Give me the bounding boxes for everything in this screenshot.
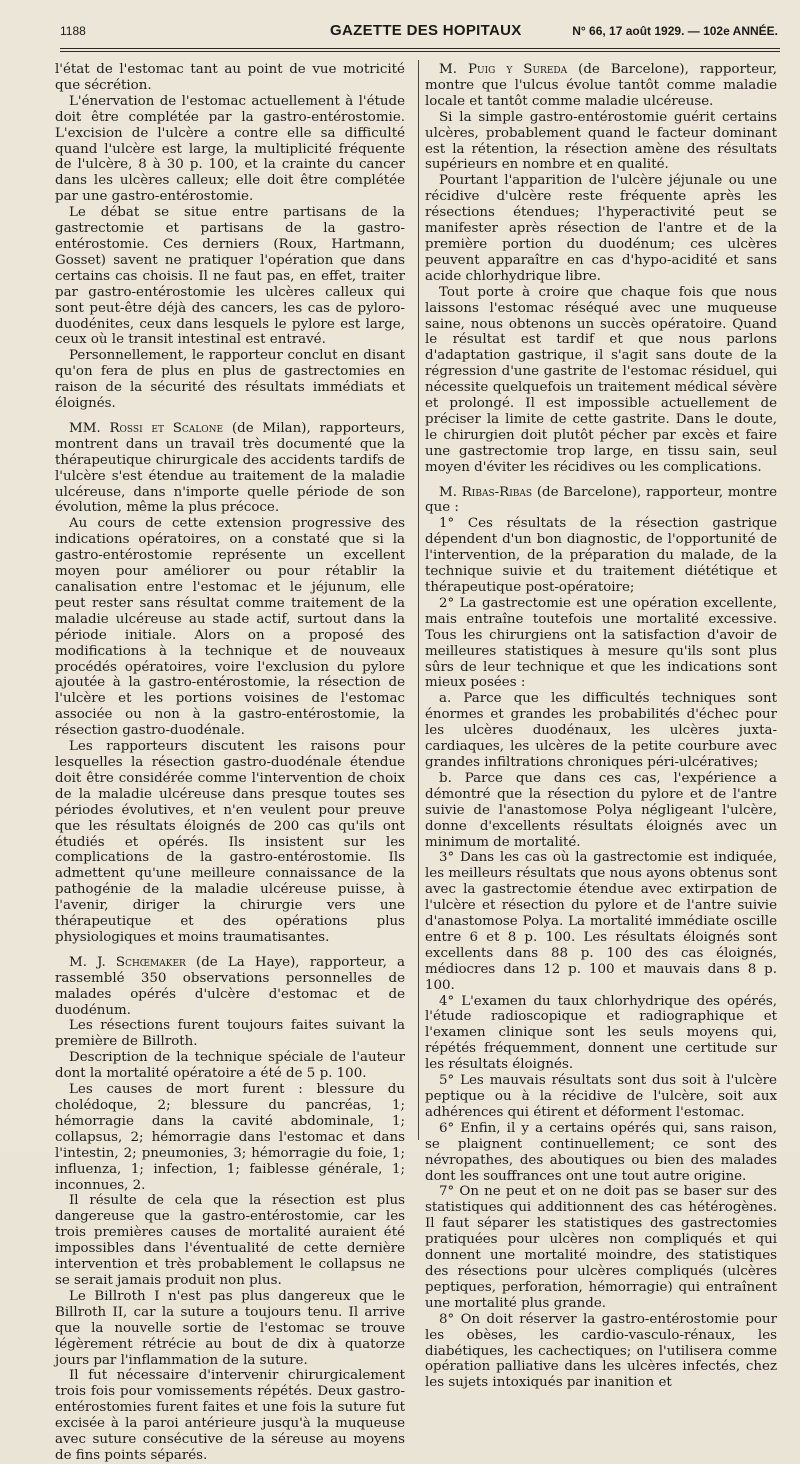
author-names: MM. Rossi et Scalone	[69, 420, 224, 436]
paragraph: Il fut nécessaire d'intervenir chirurgicalement trois fois pour vomissements répétés. Deux gastro-entérostomies furent faites et une fois la suture fut excisée à la paroi antérieure jusqu'à la muqueuse avec suture consécutive de la séreuse au moyens de fins points séparés.	[55, 1368, 405, 1463]
left-column	[55, 62, 405, 1464]
column-divider	[418, 60, 419, 1140]
list-item: 2° La gastrectomie est une opération excellente, mais entraîne toutefois une mortalité excessive. Tous les chirurgiens ont la satisfaction d'avoir de meilleures statistiques à mesure qu'ils sont plus sûrs de leur technique et que les indications sont mieux posées :	[425, 595, 777, 691]
list-item: 5° Les mauvais résultats sont dus soit à l'ulcère peptique ou à la récidive de l'ulcère, soit aux adhérences qui étirent et déforment l'estomac.	[425, 1073, 777, 1120]
list-item: 6° Enfin, il y a certains opérés qui, sans raison, se plaignent continuellement; ce sont des névropathes, des aboutiques ou bien des malades dont les souffrances ont une tout autre origine.	[425, 1120, 777, 1184]
paragraph-text: (de Barcelone), rapporteur, montre que :	[425, 484, 777, 516]
list-item: 7° On ne peut et on ne doit pas se baser sur des statistiques qui additionnent des cas hétérogènes. Il faut séparer les statistiques des gastrectomies pratiquées pour ulcères non compliqués et qui donnent une mortalité moindre, des statistiques des résections pour ulcères compliqués (ulcères peptiques, perforation, hémorragie) qui entraînent une mortalité plus grande.	[425, 1184, 777, 1311]
author-names: M. Ribas-Ribas	[439, 484, 533, 500]
paragraph: Personnellement, le rapporteur conclut en disant qu'on fera de plus en plus de gastrectomies en raison de la sécurité des résultats immédiats et éloignés.	[55, 348, 405, 412]
paragraph: Tout porte à croire que chaque fois que nous laissons l'estomac réséqué avec une muqueuse saine, nous obtenons un succès opératoire. Quand le résultat est tardif et que nous parlons d'adaptation gastrique, il s'agit sans doute de la régression d'une gastrite de l'estomac résiduel, qui nécessite quelquefois un traitement médical sévère et prolongé. Il est impossible actuellement de préciser la limite de cette gastrite. Dans le doute, le chirurgien doit plutôt pécher par excès et faire une gastrectomie trop large, en tissu sain, seul moyen d'éviter les récidives ou les complications.	[425, 284, 777, 475]
author-names: M. J. Schœmaker	[69, 954, 186, 970]
header-rule-bottom	[60, 51, 780, 52]
paragraph: Le Billroth I n'est pas plus dangereux que le Billroth II, car la suture a toujours tenu. Il arrive que la nouvelle sortie de l'estomac se trouve légèrement rétrécie au bout de dix à quatorze jours par l'inflammation de la suture.	[55, 1288, 405, 1368]
issue-info: N° 66, 17 août 1929. — 102e ANNÉE.	[572, 24, 778, 38]
paragraph-text: (de La Haye), rapporteur, a rassemblé 350 observations personnelles de malades opérés d'ulcère d'estomac et de duodénum.	[55, 954, 405, 1018]
paragraph-text: (de Barcelone), rapporteur, montre que l'ulcus évolue tantôt comme maladie locale et tantôt comme maladie ulcéreuse.	[425, 62, 777, 109]
list-item: 1° Ces résultats de la résection gastrique dépendent d'un bon diagnostic, de l'opportunité de l'intervention, de la préparation du malade, de la technique suivie et du traitement diététique et thérapeutique post-opératoire;	[425, 516, 777, 595]
paragraph-text: (de Milan), rapporteurs, montrent dans un travail très documenté que la thérapeutique chirurgicale des accidents tardifs de l'ulcère s'est étendue au traitement de la maladie ulcéreuse, dans n'importe quelle période de son évolution, même la plus précoce.	[55, 420, 405, 516]
paragraph: Les résections furent toujours faites suivant la première de Billroth.	[55, 1018, 405, 1050]
paragraph: Pourtant l'apparition de l'ulcère jéjunale ou une récidive d'ulcère reste fréquente après les résections étendues; l'hyperactivité peut se manifester après résection de l'antre et de la première portion du duodénum; ces ulcères peuvent apparaître en cas d'hypo-acidité et sans acide chlorhydrique libre.	[425, 173, 777, 284]
list-item: b. Parce que dans ces cas, l'expérience a démontré que la résection du pylore et de l'antre suivie de l'anastomose Polya négligeant l'ulcère, donne d'excellents résultats éloignés avec un minimum de mortalité.	[425, 770, 777, 850]
paragraph: Les rapporteurs discutent les raisons pour lesquelles la résection gastro-duodénale étendue doit être considérée comme l'intervention de choix de la maladie ulcéreuse dans presque toutes ses périodes évolutives, et n'en veulent pour preuve que les résultats éloignés de 200 cas qu'ils ont étudiés et opérés. Ils insistent sur les complications de la gastro-entérostomie. Ils admettent qu'une meilleure connaissance de la pathogénie de la maladie ulcéreuse puisse, à l'avenir, diriger la chirurgie vers une thérapeutique et des opérations plus physiologiques et moins traumatisantes.	[55, 739, 405, 945]
paragraph: Au cours de cette extension progressive des indications opératoires, on a constaté que si la gastro-entérostomie représente un excellent moyen pour améliorer ou pour rétablir la canalisation entre l'estomac et le jéjunum, elle peut rester sans résultat comme traitement de la maladie ulcéreuse au stade actif, surtout dans la période initiale. Alors on a proposé des modifications à la technique et de nouveaux procédés opératoires, voire l'exclusion du pylore ajoutée à la gastro-entérostomie, la résection de l'ulcère et les portions voisines de l'estomac associée ou non à la gastro-entérostomie, la résection gastro-duodénale.	[55, 516, 405, 739]
page-number: 1188	[60, 24, 86, 38]
paragraph-ribas-ribas	[425, 485, 777, 517]
list-item: a. Parce que les difficultés techniques sont énormes et grandes les probabilités d'échec pour les ulcères duodénaux, les ulcères juxta-cardiaques, les ulcères de la petite courbure avec grandes infiltrations chroniques péri-ulcératives;	[425, 691, 777, 770]
paragraph: Il résulte de cela que la résection est plus dangereuse que la gastro-entérostomie, car les trois premières causes de mortalité auraient été impossibles dans l'éventualité de cette dernière intervention et très probablement le collapsus ne se serait jamais produit non plus.	[55, 1193, 405, 1288]
author-names: M. Puig y Sureda	[439, 62, 568, 77]
list-item: 3° Dans les cas où la gastrectomie est indiquée, les meilleurs résultats que nous ayons obtenus sont avec la gastrectomie étendue avec extirpation de l'ulcère et résection du pylore et de l'antre suivie d'anastomose Polya. La mortalité immédiate oscille entre 6 et 8 p. 100. Les résultats éloignés sont excellents dans 88 p. 100 des cas éloignés, médiocres dans 12 p. 100 et mauvais dans 8 p. 100.	[425, 850, 777, 993]
header-rule-top	[60, 48, 780, 49]
list-item: 4° L'examen du taux chlorhydrique des opérés, l'étude radioscopique et radiographique et l'examen clinique sont les seuls moyens qui, répétés fréquemment, donnent une certitude sur les résultats éloignés.	[425, 993, 777, 1073]
paragraph-schoemaker	[55, 955, 405, 1019]
paragraph: Description de la technique spéciale de l'auteur dont la mortalité opératoire a été de 5 p. 100.	[55, 1050, 405, 1082]
paragraph: Le débat se situe entre partisans de la gastrectomie et partisans de la gastro-entérostomie. Ces derniers (Roux, Hartmann, Gosset) savent ne pratiquer l'opération que dans certains cas choisis. Il ne faut pas, en effet, traiter par gastro-entérostomie les ulcères calleux qui sont peut-être déjà des cancers, les cas de pyloro-duodénites, ceux dans lesquels le pylore est large, ceux où le transit intestinal est entravé.	[55, 205, 405, 348]
list-item: 8° On doit réserver la gastro-entérostomie pour les obèses, les cardio-vasculo-rénaux, les diabétiques, les cachectiques; on l'utilisera comme opération palliative dans les ulcères infectés, chez les sujets intoxiqués par inanition et	[425, 1311, 777, 1391]
paragraph-rossi-scalone	[55, 421, 405, 516]
paragraph: Si la simple gastro-entérostomie guérit certains ulcères, probablement quand le facteur dominant est la rétention, la résection amène des résultats supérieurs en nombre et en qualité.	[425, 109, 777, 173]
paragraph: l'état de l'estomac tant au point de vue motricité que sécrétion.	[55, 62, 405, 93]
journal-title: GAZETTE DES HOPITAUX	[330, 22, 522, 39]
paragraph-puig-y-sureda	[425, 62, 777, 110]
page-header	[60, 22, 778, 46]
right-column	[425, 62, 777, 1391]
paragraph: Les causes de mort furent : blessure du cholédoque, 2; blessure du pancréas, 1; hémorragie dans la cavité abdominale, 1; collapsus, 2; hémorragie dans l'estomac et dans l'intestin, 2; pneumonies, 3; hémorragie du foie, 1; influenza, 1; infection, 1; faiblesse générale, 1; inconnues, 2.	[55, 1082, 405, 1193]
paragraph: L'énervation de l'estomac actuellement à l'étude doit être complétée par la gastro-entérostomie. L'excision de l'ulcère a contre elle sa difficulté quand l'ulcère est large, la multiplicité fréquente de l'ulcère, 8 à 30 p. 100, et la crainte du cancer dans les ulcères calleux; elle doit être complétée par une gastro-entérostomie.	[55, 93, 405, 205]
